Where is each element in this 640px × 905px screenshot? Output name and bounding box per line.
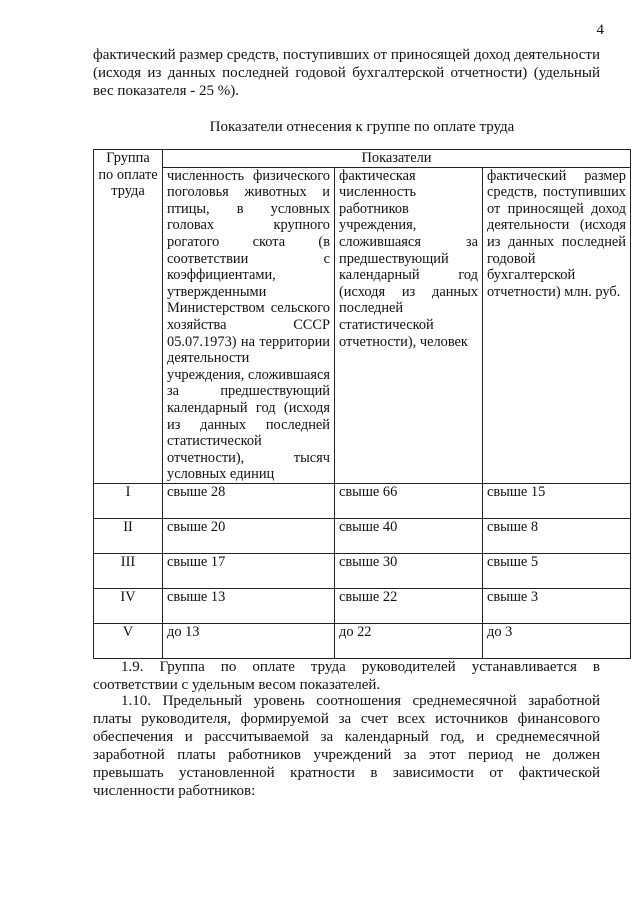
livestock-cell: свыше 13 — [163, 588, 335, 623]
group-cell: IV — [94, 588, 163, 623]
income-cell: свыше 8 — [483, 518, 631, 553]
indicators-table — [93, 149, 631, 659]
column-header-income: фактический размер средств, поступивших от приносящей доход деятельности (исходя из данных последней годовой бухгалтерской отчетности) млн. руб. — [483, 167, 631, 483]
table-row — [94, 483, 631, 518]
group-cell: III — [94, 553, 163, 588]
table-subheader-row — [94, 167, 631, 483]
page-number: 4 — [596, 22, 604, 38]
income-cell: свыше 3 — [483, 588, 631, 623]
staff-cell: до 22 — [335, 623, 483, 658]
intro-paragraph: фактический размер средств, поступивших от приносящей доход деятельности (исходя из данных последней годовой бухгалтерской отчетности) (удельный вес показателя - 25 %). — [93, 47, 600, 99]
table-row — [94, 588, 631, 623]
indicators-header-cell: Показатели — [163, 150, 631, 168]
group-cell: V — [94, 623, 163, 658]
livestock-cell: свыше 28 — [163, 483, 335, 518]
column-header-staff: фактическая численность работников учреждения, сложившаяся за предшествующий календарный год (исходя из данных последней статистической отчетности), человек — [335, 167, 483, 483]
staff-cell: свыше 40 — [335, 518, 483, 553]
table-title: Показатели отнесения к группе по оплате труда — [209, 119, 515, 135]
table-row — [94, 553, 631, 588]
income-cell: свыше 5 — [483, 553, 631, 588]
livestock-cell: свыше 17 — [163, 553, 335, 588]
livestock-cell: до 13 — [163, 623, 335, 658]
income-cell: до 3 — [483, 623, 631, 658]
staff-cell: свыше 22 — [335, 588, 483, 623]
livestock-cell: свыше 20 — [163, 518, 335, 553]
income-cell: свыше 15 — [483, 483, 631, 518]
table-row — [94, 623, 631, 658]
group-header-cell: Группа по оплате труда — [94, 150, 163, 484]
table-row — [94, 518, 631, 553]
paragraph-1-9: 1.9. Группа по оплате труда руководителей устанавливается в соответствии с удельным весом показателей. — [93, 659, 600, 693]
paragraph-1-10: 1.10. Предельный уровень соотношения среднемесячной заработной платы руководителя, формируемой за счет всех источников финансового обеспечения и рассчитываемой за календарный год, и среднемесячной заработной платы работников учреждений за этот период не должен превышать установленной кратности в зависимости от фактической численности работников: — [93, 693, 600, 799]
group-cell: II — [94, 518, 163, 553]
column-header-livestock: численность физического поголовья животных и птицы, в условных головах крупного рогатого скота (в соответствии с коэффициентами, утвержденными Министерством сельского хозяйства СССР 05.07.1973) на территории деятельности учреждения, сложившаяся за предшествующий календарный год (исходя из данных последней статистической отчетности), тысяч условных единиц — [163, 167, 335, 483]
staff-cell: свыше 30 — [335, 553, 483, 588]
staff-cell: свыше 66 — [335, 483, 483, 518]
table-header-row — [94, 150, 631, 168]
group-cell: I — [94, 483, 163, 518]
